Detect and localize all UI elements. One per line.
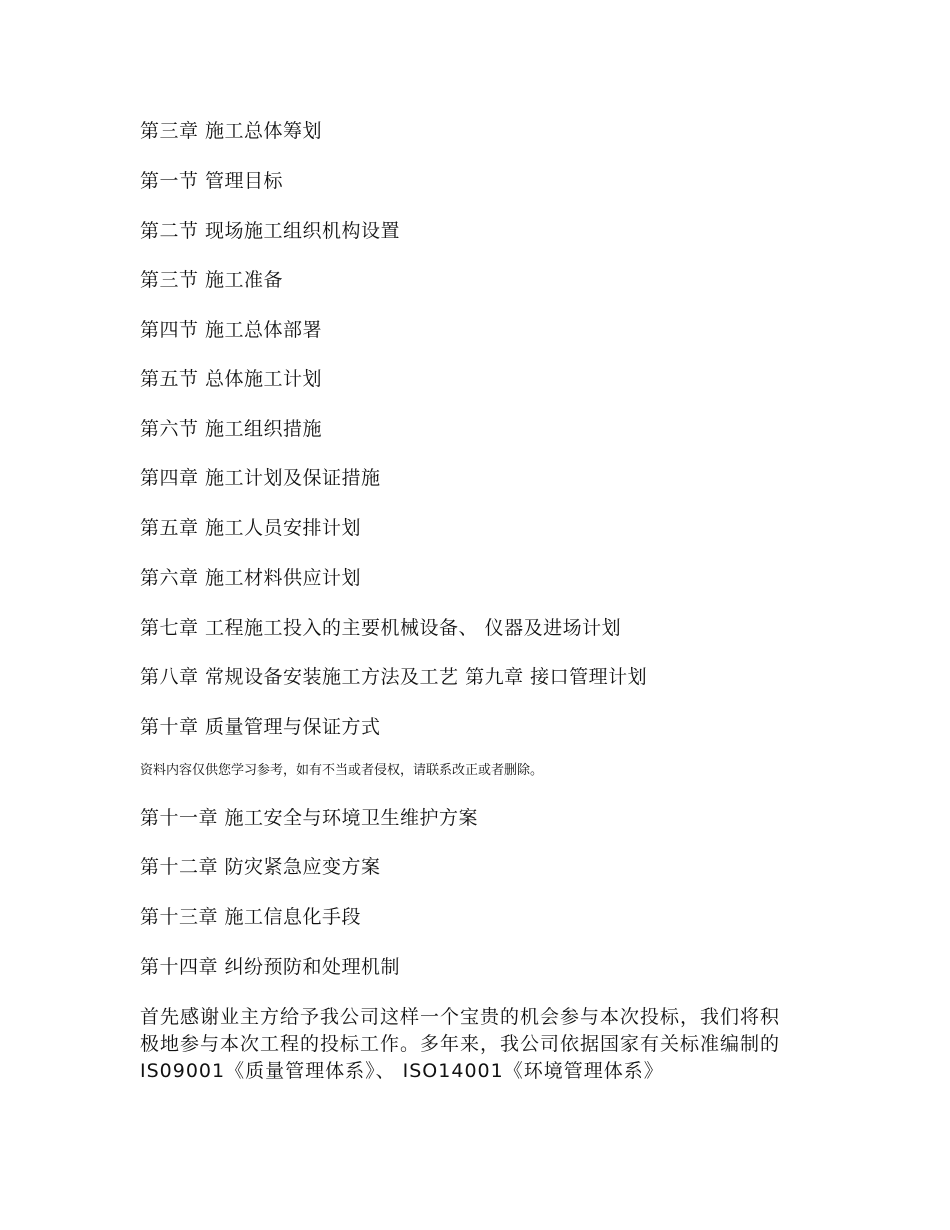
toc-line-section-4: 第四节 施工总体部署: [140, 319, 323, 341]
toc-line-section-1: 第一节 管理目标: [140, 170, 284, 192]
toc-line-chapter-11: 第十一章 施工安全与环境卫生维护方案: [140, 807, 479, 829]
toc-line-chapter-7: 第七章 工程施工投入的主要机械设备、 仪器及进场计划: [140, 617, 622, 639]
toc-line-chapter-8-9: 第八章 常规设备安装施工方法及工艺 第九章 接口管理计划: [140, 666, 648, 688]
toc-line-section-2: 第二节 现场施工组织机构设置: [140, 220, 401, 242]
toc-line-chapter-10: 第十章 质量管理与保证方式: [140, 716, 381, 738]
paragraph-line: 极地参与本次工程的投标工作。多年来，我公司依据国家有关标准编制的: [140, 1033, 781, 1055]
toc-line-chapter-6: 第六章 施工材料供应计划: [140, 567, 362, 589]
toc-line-chapter-5: 第五章 施工人员安排计划: [140, 517, 362, 539]
paragraph-line: 首先感谢业主方给予我公司这样一个宝贵的机会参与本次投标，我们将积: [140, 1006, 781, 1028]
toc-line-chapter-4: 第四章 施工计划及保证措施: [140, 467, 381, 489]
toc-line-section-5: 第五节 总体施工计划: [140, 368, 323, 390]
paragraph-line: IS09001《质量管理体系》、 ISO14001《环境管理体系》: [140, 1060, 664, 1082]
toc-line-chapter-12: 第十二章 防灾紧急应变方案: [140, 856, 381, 878]
toc-line-chapter-14: 第十四章 纠纷预防和处理机制: [140, 956, 401, 978]
intro-paragraph: [140, 1004, 820, 1085]
toc-line-section-3: 第三节 施工准备: [140, 269, 284, 291]
disclaimer-note: 资料内容仅供您学习参考，如有不当或者侵权，请联系改正或者删除。: [140, 763, 544, 778]
toc-line-chapter-3: 第三章 施工总体筹划: [140, 120, 323, 142]
toc-line-section-6: 第六节 施工组织措施: [140, 418, 323, 440]
toc-line-chapter-13: 第十三章 施工信息化手段: [140, 906, 362, 928]
